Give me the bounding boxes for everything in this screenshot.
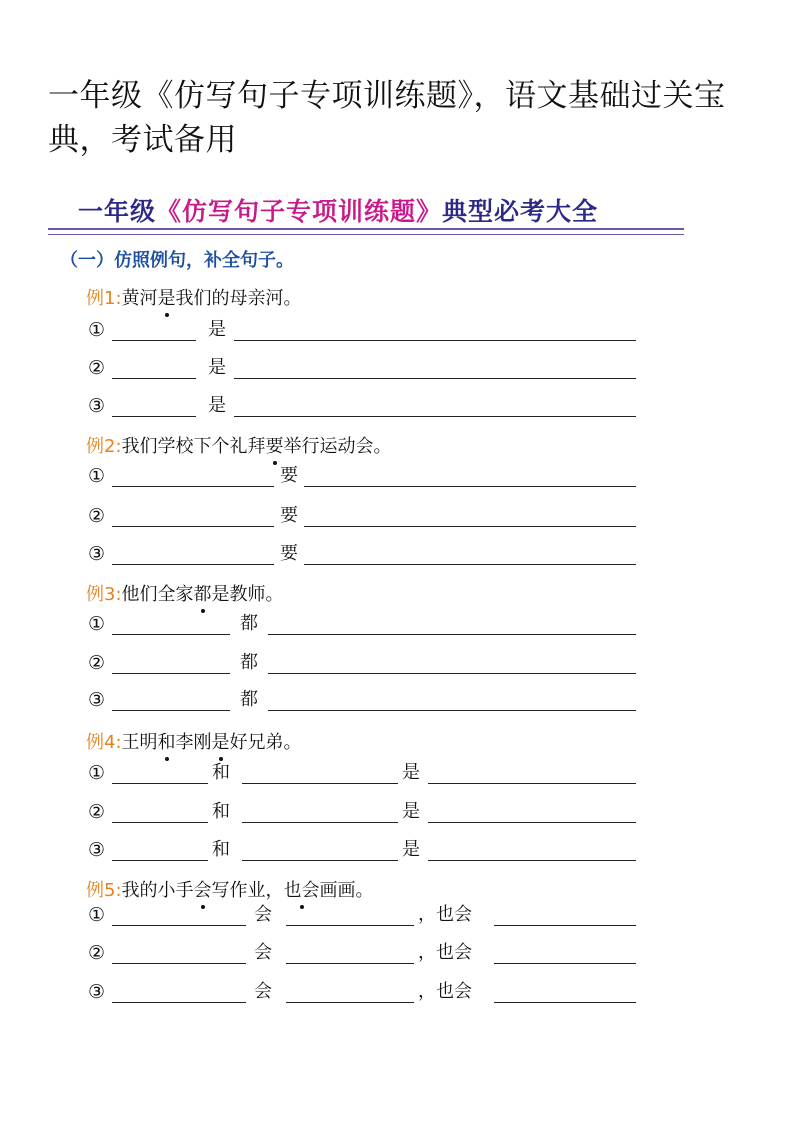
banner-rule-bottom [48,234,684,235]
item-number: ① [88,904,106,926]
answer-blank[interactable] [112,673,230,674]
example-text: 我们学校下个礼拜 [121,436,266,457]
example-keyword: 是 [208,319,226,340]
example-text: 举行运动会。 [283,436,392,457]
answer-blank[interactable] [112,710,230,711]
example-keyword: 是 [208,395,226,416]
example-keyword: 都 [240,652,258,673]
example-text: 黄河 [121,288,158,309]
example-keyword: 是 [402,762,420,783]
example-text: 写作业， [211,880,284,901]
example-text: 是教师。 [211,584,284,605]
example-label: 例1: [86,288,122,309]
worksheet-banner [78,192,598,228]
answer-blank[interactable] [112,378,196,379]
item-number: ③ [88,395,106,417]
answer-blank[interactable] [234,416,636,417]
item-number: ③ [88,543,106,565]
example-4 [86,728,302,754]
example-keyword: 和 [212,762,230,783]
item-number: ② [88,652,106,674]
example-key-dotted: 要 [266,432,284,458]
answer-blank[interactable] [112,963,246,964]
example-keyword: 要 [280,465,298,486]
example-key-dotted: 也会 [284,876,320,902]
answer-blank[interactable] [112,1002,246,1003]
item-number: ① [88,613,106,635]
example-label: 例3: [86,584,122,605]
banner-right: 典型必考大全 [442,197,599,226]
example-keyword: ，也会 [418,904,472,925]
answer-blank[interactable] [428,860,636,861]
example-keyword: 是 [208,357,226,378]
item-number: ③ [88,689,106,711]
answer-blank[interactable] [304,564,636,565]
answer-blank[interactable] [268,634,636,635]
example-2 [86,432,392,458]
example-keyword: 是 [402,801,420,822]
example-text: 画画。 [319,880,374,901]
example-3 [86,580,284,606]
item-number: ② [88,942,106,964]
example-key-dotted: 是 [212,728,230,754]
answer-blank[interactable] [112,860,208,861]
answer-blank[interactable] [112,340,196,341]
example-text: 李刚 [175,732,212,753]
example-keyword: 是 [402,839,420,860]
banner-middle: 《仿写句子专项训练题》 [156,197,443,226]
answer-blank[interactable] [112,416,196,417]
example-keyword: 和 [212,801,230,822]
example-key-dotted: 都 [194,580,212,606]
example-keyword: ，也会 [418,981,472,1002]
page-heading: 一年级《仿写句子专项训练题》，语文基础过关宝典，考试备用 [48,78,726,158]
example-text: 王明 [121,732,158,753]
example-label: 例5: [86,880,122,901]
worksheet [48,178,688,1020]
answer-blank[interactable] [494,963,636,964]
item-number: ③ [88,839,106,861]
example-keyword: 会 [254,942,272,963]
example-1 [86,284,302,310]
answer-blank[interactable] [112,783,208,784]
answer-blank[interactable] [242,860,398,861]
section-title: （一）仿照例句，补全句子。 [60,250,294,271]
example-keyword: 会 [254,904,272,925]
answer-blank[interactable] [242,783,398,784]
example-text: 我们的母亲河。 [175,288,302,309]
answer-blank[interactable] [112,486,274,487]
answer-blank[interactable] [112,564,274,565]
answer-blank[interactable] [242,822,398,823]
answer-blank[interactable] [494,1002,636,1003]
answer-blank[interactable] [428,783,636,784]
example-keyword: 和 [212,839,230,860]
answer-blank[interactable] [494,925,636,926]
example-keyword: 要 [280,543,298,564]
answer-blank[interactable] [428,822,636,823]
answer-blank[interactable] [112,822,208,823]
example-key-dotted: 是 [158,284,176,310]
item-number: ① [88,465,106,487]
example-keyword: 都 [240,613,258,634]
item-number: ② [88,801,106,823]
example-key-dotted: 会 [194,876,212,902]
answer-blank[interactable] [268,673,636,674]
answer-blank[interactable] [234,340,636,341]
example-keyword: 都 [240,689,258,710]
example-keyword: 要 [280,505,298,526]
example-label: 例4: [86,732,122,753]
item-number: ① [88,762,106,784]
answer-blank[interactable] [112,634,230,635]
item-number: ② [88,505,106,527]
answer-blank[interactable] [286,1002,414,1003]
answer-blank[interactable] [234,378,636,379]
example-text: 我的小手 [121,880,194,901]
answer-blank[interactable] [304,486,636,487]
item-number: ② [88,357,106,379]
answer-blank[interactable] [112,526,274,527]
answer-blank[interactable] [304,526,636,527]
item-number: ① [88,319,106,341]
example-text: 他们全家 [121,584,194,605]
example-keyword: ，也会 [418,942,472,963]
banner-left: 一年级 [78,197,157,226]
answer-blank[interactable] [112,925,246,926]
example-key-dotted: 和 [158,728,176,754]
example-5 [86,876,374,902]
example-keyword: 会 [254,981,272,1002]
example-text: 好兄弟。 [229,732,302,753]
item-number: ③ [88,981,106,1003]
answer-blank[interactable] [286,963,414,964]
answer-blank[interactable] [286,925,414,926]
banner-rule-top [48,228,684,230]
answer-blank[interactable] [268,710,636,711]
example-label: 例2: [86,436,122,457]
